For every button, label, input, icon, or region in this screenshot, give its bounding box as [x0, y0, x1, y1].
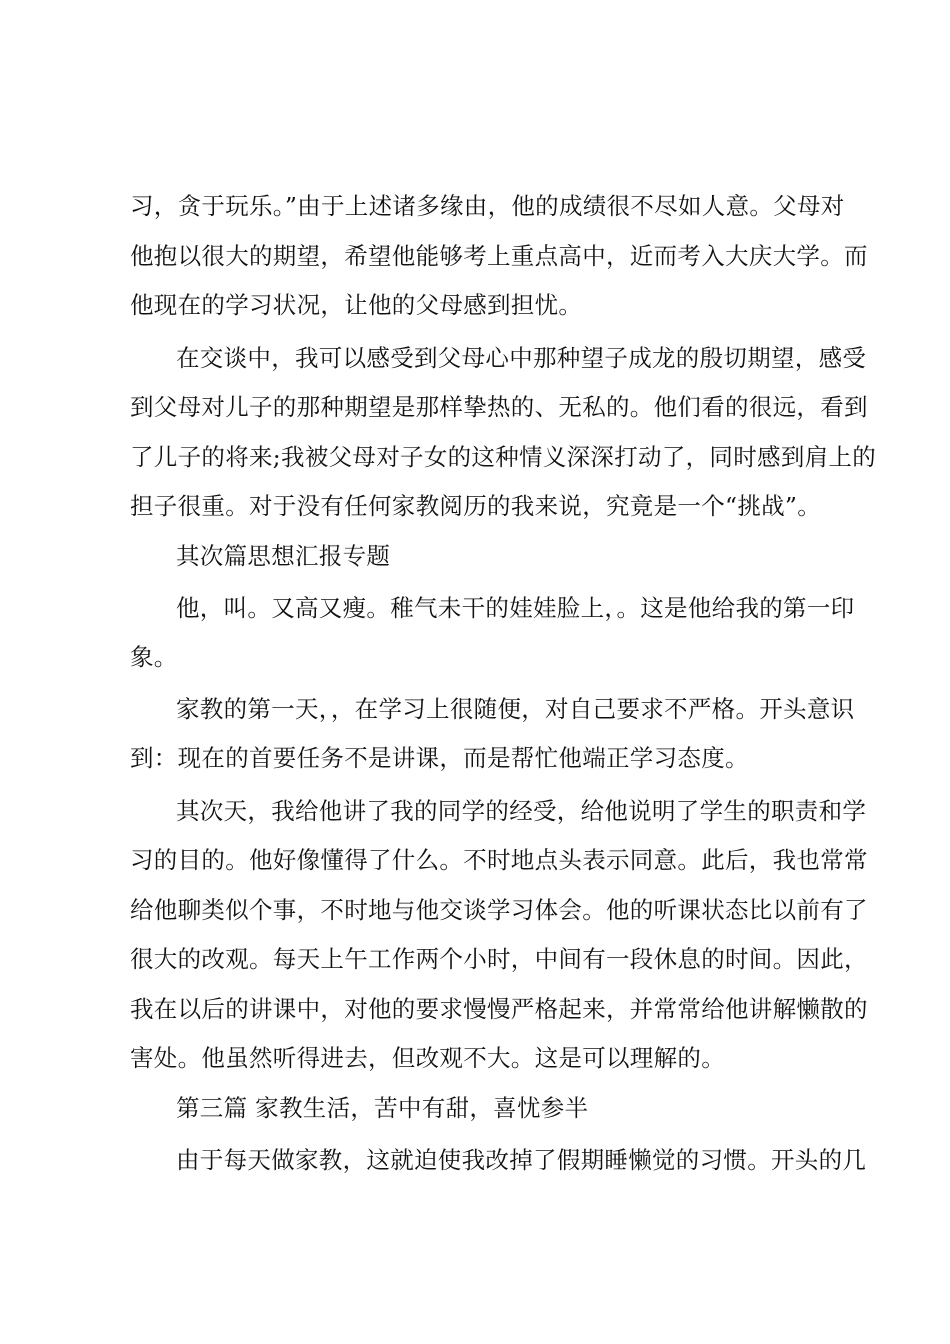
- text-line: 其次天，我给他讲了我的同学的经受，给他说明了学生的职责和学: [176, 797, 867, 825]
- text-line: 家教的第一天，，在学习上很随便，对自己要求不严格。开头意识: [176, 695, 855, 723]
- text-line: 害处。他虽然听得进去，但改观不大。这是可以理解的。: [130, 1044, 725, 1072]
- text-line: 由于每天做家教，这就迫使我改掉了假期睡懒觉的习惯。开头的几: [176, 1146, 867, 1174]
- text-line: 习，贪于玩乐。”由于上述诸多缘由，他的成绩很不尽如人意。父母对: [130, 192, 845, 220]
- section-heading: 其次篇思想汇报专题: [176, 542, 391, 570]
- text-line: 在交谈中，我可以感受到父母心中那种望子成龙的殷切期望，感受: [176, 344, 867, 372]
- text-line: 到父母对儿子的那种期望是那样挚热的、无私的。他们看的很远，看到: [130, 393, 868, 421]
- text-line: 很大的改观。每天上午工作两个小时，中间有一段休息的时间。因此，: [130, 945, 868, 973]
- text-line: 习的目的。他好像懂得了什么。不时地点头表示同意。此后，我也常常: [130, 846, 868, 874]
- text-line: 他现在的学习状况，让他的父母感到担忧。: [130, 291, 583, 319]
- text-line: 我在以后的讲课中，对他的要求慢慢严格起来，并常常给他讲解懒散的: [130, 995, 868, 1023]
- text-line: 给他聊类似个事，不时地与他交谈学习体会。他的听课状态比以前有了: [130, 896, 868, 924]
- text-line: 到：现在的首要任务不是讲课，而是帮忙他端正学习态度。: [130, 744, 749, 772]
- text-line: 他抱以很大的期望，希望他能够考上重点高中，近而考入大庆大学。而: [130, 242, 868, 270]
- text-line: 担子很重。对于没有任何家教阅历的我来说，究竟是一个“挑战”。: [130, 492, 822, 520]
- text-line: 了儿子的将来;我被父母对子女的这种情义深深打动了，同时感到肩上的: [130, 443, 877, 471]
- section-heading: 第三篇 家教生活，苦中有甜，喜忧参半: [176, 1094, 589, 1122]
- text-line: 他，叫。又高又瘦。稚气未干的娃娃脸上，。这是他给我的第一印: [176, 594, 855, 622]
- text-line: 象。: [130, 643, 178, 671]
